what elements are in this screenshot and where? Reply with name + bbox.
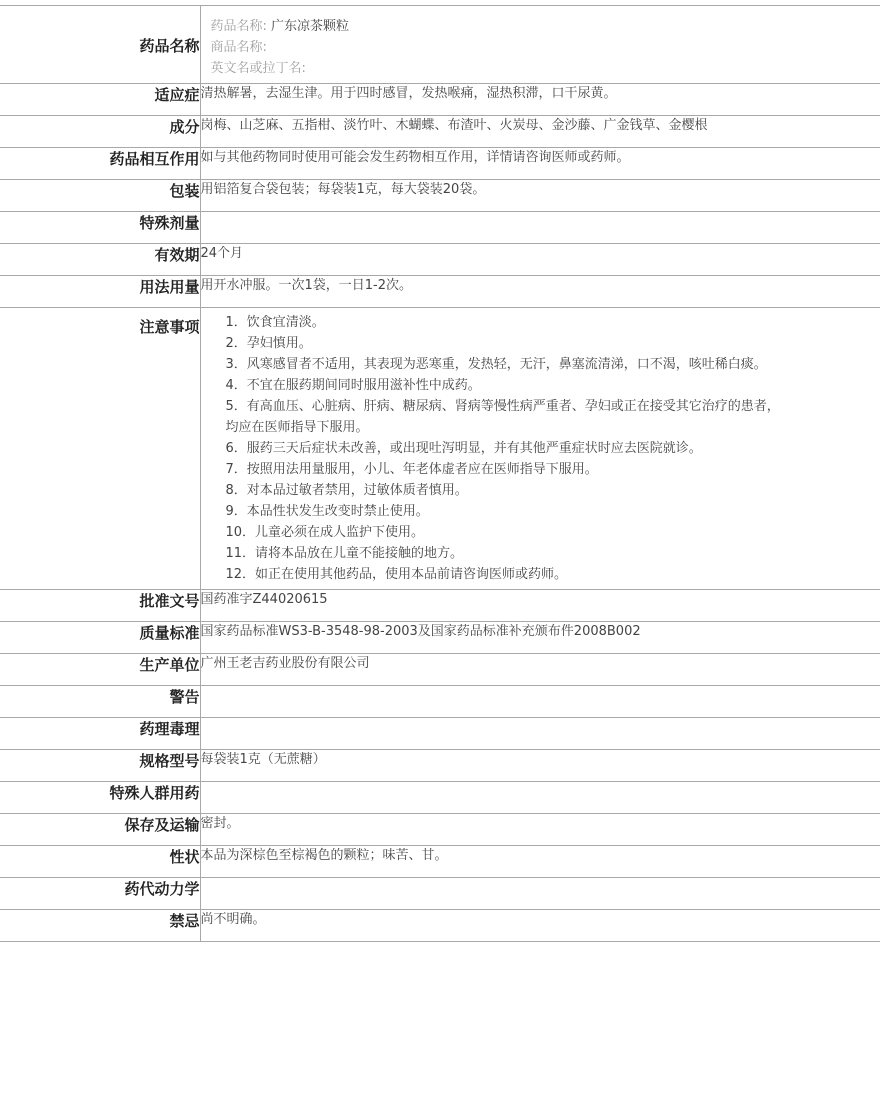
specification-row [0, 750, 880, 782]
warning-row [0, 686, 880, 718]
names-row-value [200, 6, 880, 84]
precaution-item: 12．如正在使用其他药品，使用本品前请咨询医师或药师。 [225, 567, 568, 582]
precaution-item: 6．服药三天后症状未改善，或出现吐泻明显，并有其他严重症状时应去医院就诊。 [225, 441, 702, 456]
expiry-row [0, 244, 880, 276]
precaution-item: 7．按照用法用量服用，小儿、年老体虚者应在医师指导下服用。 [225, 462, 598, 477]
precautions-label: 注意事项 [0, 308, 200, 590]
precaution-item: 5．有高血压、心脏病、肝病、糖尿病、肾病等慢性病严重者、孕妇或正在接受其它治疗的患者，均应在医师指导下服用。 [225, 399, 780, 435]
quality-standard-row [0, 622, 880, 654]
row-label: 药理毒理 [0, 718, 200, 750]
precaution-item: 9．本品性状发生改变时禁止使用。 [225, 504, 429, 519]
names-row-label: 药品名称 [0, 6, 200, 84]
precaution-item: 3．风寒感冒者不适用，其表现为恶寒重，发热轻，无汗，鼻塞流清涕，口不渴，咳吐稀白痰。 [225, 357, 767, 372]
row-label: 特殊人群用药 [0, 782, 200, 814]
row-label: 保存及运输 [0, 814, 200, 846]
precaution-item: 1．饮食宜清淡。 [225, 315, 325, 330]
row-value [200, 878, 880, 910]
drug-spec-table [0, 5, 880, 942]
row-value: 岗梅、山芝麻、五指柑、淡竹叶、木蝴蝶、布渣叶、火炭母、金沙藤、广金钱草、金樱根 [200, 116, 880, 148]
drug-name-value: 广东凉茶颗粒 [271, 19, 350, 34]
drug-name-label: 药品名称: [210, 19, 267, 34]
pharmacokinetics-row [0, 878, 880, 910]
row-value: 清热解暑，去湿生津。用于四时感冒，发热喉痛，湿热积滞，口干尿黄。 [200, 84, 880, 116]
precaution-item: 4．不宜在服药期间同时服用滋补性中成药。 [225, 378, 481, 393]
special-dosage-row [0, 212, 880, 244]
row-label: 警告 [0, 686, 200, 718]
row-value: 每袋装1克（无蔗糖） [200, 750, 880, 782]
precaution-item: 2．孕妇慎用。 [225, 336, 312, 351]
row-label: 药品相互作用 [0, 148, 200, 180]
english-name-label: 英文名或拉丁名: [210, 61, 306, 76]
interactions-row [0, 148, 880, 180]
row-label: 特殊剂量 [0, 212, 200, 244]
row-value: 用铝箔复合袋包装；每袋装1克，每大袋装20袋。 [200, 180, 880, 212]
ingredients-row [0, 116, 880, 148]
indication-row [0, 84, 880, 116]
row-value: 国药准字Z44020615 [200, 590, 880, 622]
english-name-line [211, 58, 880, 79]
row-label: 用法用量 [0, 276, 200, 308]
row-value [200, 686, 880, 718]
row-label: 药代动力学 [0, 878, 200, 910]
manufacturer-row [0, 654, 880, 686]
row-value [200, 212, 880, 244]
drug-name-line [211, 16, 880, 37]
row-value: 尚不明确。 [200, 910, 880, 942]
row-label: 质量标准 [0, 622, 200, 654]
special-population-row [0, 782, 880, 814]
row-value: 如与其他药物同时使用可能会发生药物相互作用，详情请咨询医师或药师。 [200, 148, 880, 180]
precautions-list [200, 308, 880, 590]
row-label: 包装 [0, 180, 200, 212]
row-value [200, 782, 880, 814]
usage-row [0, 276, 880, 308]
precaution-item: 8．对本品过敏者禁用，过敏体质者慎用。 [225, 483, 468, 498]
trade-name-label: 商品名称: [210, 40, 267, 55]
names-row [0, 6, 880, 84]
contraindications-row [0, 910, 880, 942]
row-value: 广州王老吉药业股份有限公司 [200, 654, 880, 686]
precaution-item: 11．请将本品放在儿童不能接触的地方。 [225, 546, 464, 561]
row-value: 本品为深棕色至棕褐色的颗粒；味苦、甘。 [200, 846, 880, 878]
row-label: 成分 [0, 116, 200, 148]
row-label: 有效期 [0, 244, 200, 276]
packaging-row [0, 180, 880, 212]
description-row [0, 846, 880, 878]
row-value: 用开水冲服。一次1袋，一日1-2次。 [200, 276, 880, 308]
row-value [200, 718, 880, 750]
precautions-row [0, 308, 880, 590]
row-label: 适应症 [0, 84, 200, 116]
pharmacology-row [0, 718, 880, 750]
trade-name-line [211, 37, 880, 58]
approval-number-row [0, 590, 880, 622]
row-label: 禁忌 [0, 910, 200, 942]
row-label: 生产单位 [0, 654, 200, 686]
row-label: 性状 [0, 846, 200, 878]
row-value: 24个月 [200, 244, 880, 276]
storage-row [0, 814, 880, 846]
precaution-item: 10．儿童必须在成人监护下使用。 [225, 525, 425, 540]
row-label: 规格型号 [0, 750, 200, 782]
row-label: 批准文号 [0, 590, 200, 622]
row-value: 密封。 [200, 814, 880, 846]
row-value: 国家药品标准WS3-B-3548-98-2003及国家药品标准补充颁布件2008B002 [200, 622, 880, 654]
